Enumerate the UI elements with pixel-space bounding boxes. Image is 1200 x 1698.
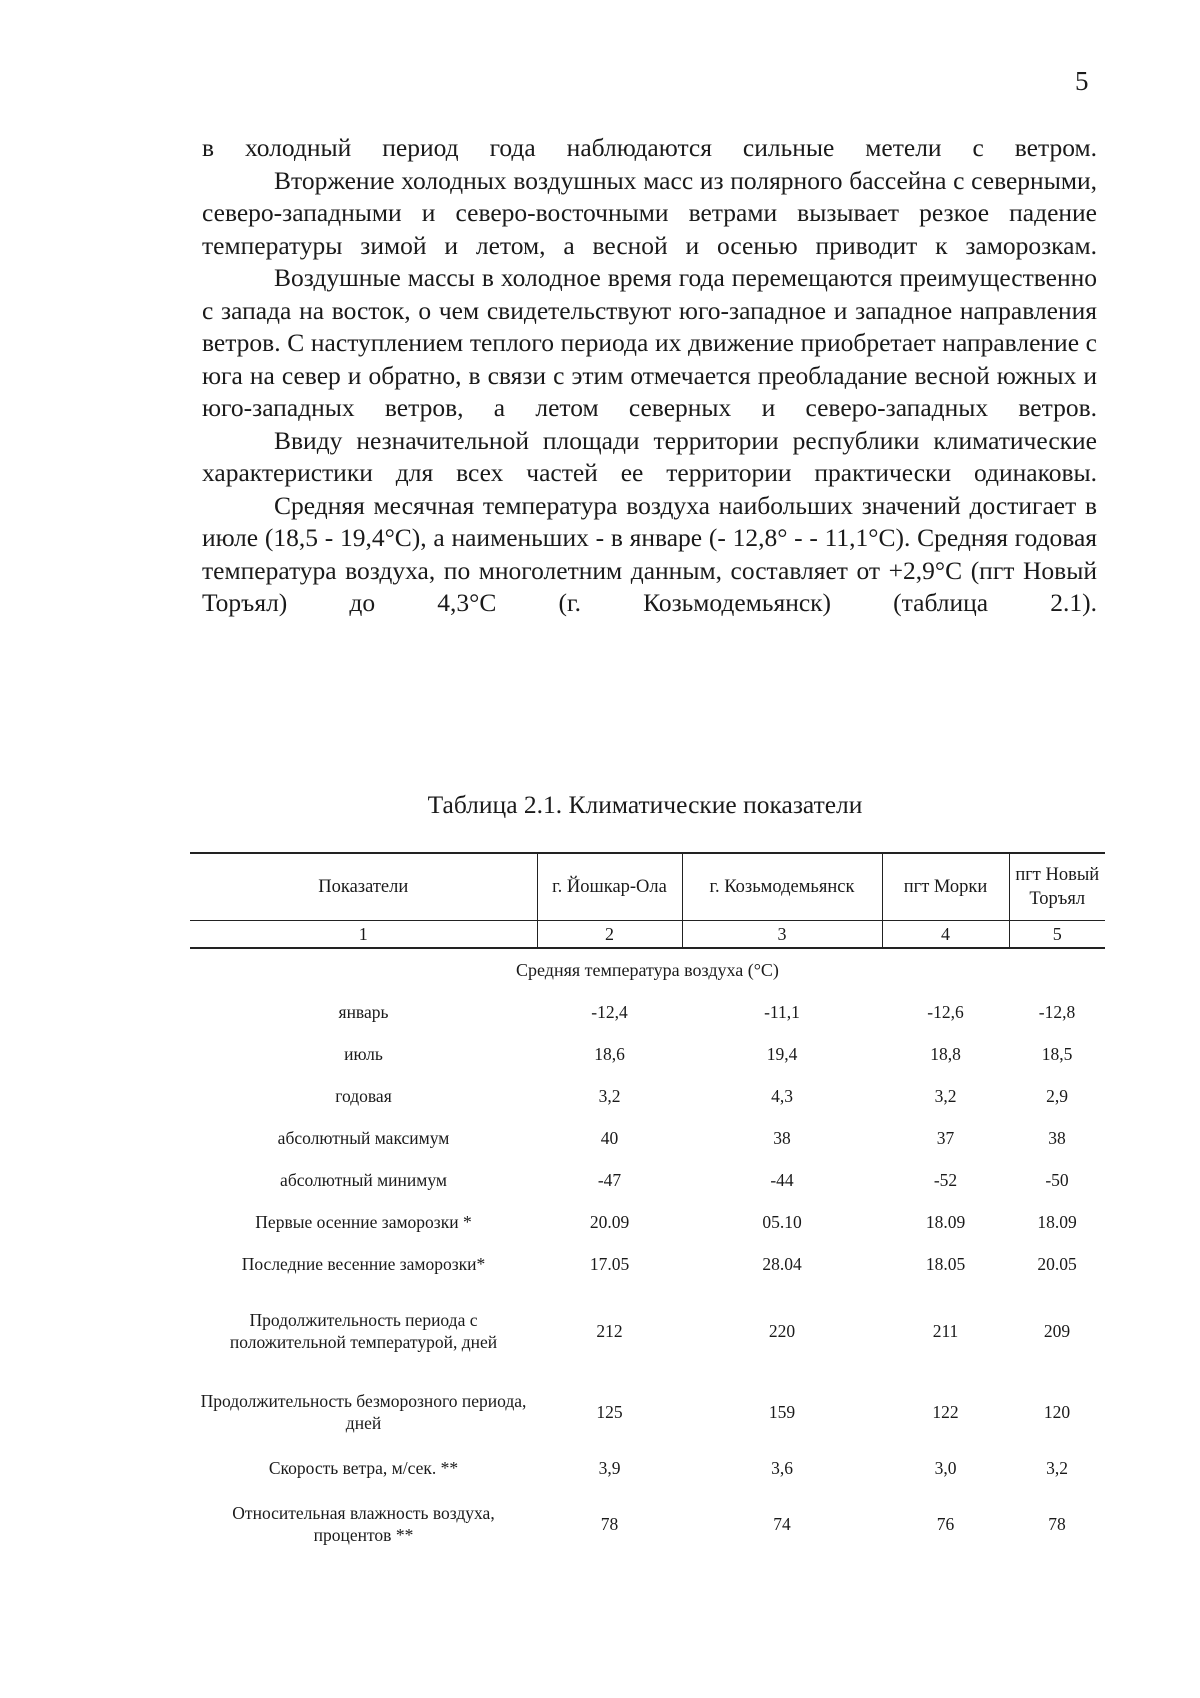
table-caption: Таблица 2.1. Климатические показатели: [427, 790, 863, 819]
row-label: Скорость ветра, м/сек. **: [268, 1458, 459, 1478]
paragraph: Воздушные массы в холодное время года перемещаются преимущественно с запада на восток, о чем свидетельствуют юго-западное и западное направления ветров. С наступлением теплого периода их движение приобретает направление с юга на север и обратно, в связи с этим отмечается преобладание весной южных и юго-западных ветров, а летом северных и северо-западных ветров.: [202, 263, 1097, 422]
paragraph: в холодный период года наблюдаются сильные метели с ветром.: [202, 133, 1097, 162]
column-number: 4: [882, 921, 1009, 949]
table-cell: 38: [1048, 1128, 1066, 1148]
row-label: абсолютный минимум: [280, 1170, 447, 1190]
column-number: 2: [537, 921, 682, 949]
climate-table-container: [190, 852, 1105, 1559]
table-cell: -12,8: [1038, 1002, 1076, 1022]
paragraph: Вторжение холодных воздушных масс из полярного бассейна с северными, северо-западными и северо-восточными ветрами вызывает резкое падение температуры зимой и летом, а весной и осенью приводит к заморозкам.: [202, 165, 1097, 260]
section-title: Средняя температура воздуха (°С): [516, 960, 779, 980]
climate-table: [190, 852, 1105, 1559]
table-cell: -50: [1045, 1170, 1069, 1190]
table-cell: 37: [936, 1128, 955, 1148]
table-row: [190, 1117, 1105, 1159]
table-row: [190, 1489, 1105, 1559]
table-cell: 18.09: [1037, 1212, 1077, 1232]
column-number-row: [190, 921, 1105, 949]
table-cell: 20.09: [589, 1212, 630, 1232]
table-row: [190, 1201, 1105, 1243]
table-header-row: [190, 853, 1105, 921]
table-cell: 40: [600, 1128, 619, 1148]
table-cell: 38: [773, 1128, 791, 1148]
page-number: 5: [1075, 66, 1089, 96]
table-cell: 76: [936, 1514, 955, 1534]
table-cell: 3,2: [934, 1086, 957, 1106]
table-cell: 122: [932, 1402, 959, 1422]
column-header: Показатели: [190, 853, 537, 921]
table-cell: 3,6: [771, 1458, 793, 1478]
row-label: годовая: [335, 1086, 392, 1106]
row-label: Продолжительность безморозного периода, дней: [200, 1391, 527, 1433]
row-label: абсолютный максимум: [277, 1128, 450, 1148]
table-cell: 28.04: [762, 1254, 802, 1274]
table-row: [190, 1159, 1105, 1201]
table-cell: 18,8: [930, 1044, 961, 1064]
table-cell: 18.05: [925, 1254, 966, 1274]
table-cell: 211: [932, 1321, 959, 1341]
table-cell: -12,6: [927, 1002, 964, 1022]
table-cell: 125: [596, 1402, 623, 1422]
table-cell: 3,2: [598, 1086, 621, 1106]
table-cell: 212: [596, 1321, 623, 1341]
table-cell: -12,4: [591, 1002, 628, 1022]
table-row: [190, 1243, 1105, 1285]
table-cell: 120: [1043, 1402, 1071, 1422]
table-cell: -52: [933, 1170, 958, 1190]
row-label: Первые осенние заморозки *: [255, 1212, 472, 1232]
table-cell: 18,5: [1041, 1044, 1073, 1064]
table-cell: 3,0: [934, 1458, 957, 1478]
table-cell: -47: [597, 1170, 622, 1190]
column-number: 1: [190, 921, 537, 949]
column-number: 3: [682, 921, 882, 949]
table-row: [190, 1075, 1105, 1117]
table-cell: 159: [768, 1402, 796, 1422]
table-cell: 18,6: [594, 1044, 625, 1064]
section-row: [190, 948, 1105, 991]
row-label: Относительная влажность воздуха, процентов **: [232, 1503, 495, 1545]
table-row: [190, 1377, 1105, 1447]
table-cell: 3,2: [1046, 1458, 1068, 1478]
table-cell: 18.09: [925, 1212, 966, 1232]
table-cell: -11,1: [764, 1002, 800, 1022]
table-cell: 78: [600, 1514, 619, 1534]
paragraph: Ввиду незначительной площади территории республики климатические характеристики для всех частей ее территории практически одинаковы.: [202, 425, 1097, 487]
column-header: г. Козьмодемьянск: [682, 853, 882, 921]
table-cell: 2,9: [1046, 1086, 1068, 1106]
table-row: [190, 991, 1105, 1033]
table-body: [190, 948, 1105, 1559]
table-cell: 220: [768, 1321, 796, 1341]
body-text: [202, 132, 1097, 620]
table-row: [190, 1033, 1105, 1075]
table-cell: 20.05: [1037, 1254, 1077, 1274]
row-label: январь: [338, 1002, 389, 1022]
table-cell: 17.05: [589, 1254, 630, 1274]
row-label: июль: [344, 1044, 383, 1064]
column-header: пгт Морки: [882, 853, 1009, 921]
paragraph: Средняя месячная температура воздуха наибольших значений достигает в июле (18,5 - 19,4°С), а наименьших - в январе (- 12,8° - - 11,1°С). Средняя годовая температура воздуха, по многолетним данным, составляет от +2,9°С (пгт Новый Торъял) до 4,3°С (г. Козьмодемьянск) (таблица 2.1).: [202, 490, 1097, 617]
column-header: г. Йошкар-Ола: [537, 853, 682, 921]
table-cell: 19,4: [766, 1044, 798, 1064]
table-cell: -44: [770, 1170, 794, 1190]
table-cell: 78: [1048, 1514, 1066, 1534]
column-number: 5: [1009, 921, 1105, 949]
row-label: Последние весенние заморозки*: [241, 1254, 486, 1274]
column-header: пгт Новый Торъял: [1009, 853, 1105, 921]
row-label: Продолжительность периода с положительной температурой, дней: [229, 1310, 498, 1352]
table-row: [190, 1285, 1105, 1377]
table-cell: 74: [773, 1514, 791, 1534]
table-row: [190, 1447, 1105, 1489]
table-cell: 4,3: [771, 1086, 793, 1106]
table-cell: 05.10: [762, 1212, 802, 1232]
table-cell: 209: [1043, 1321, 1071, 1341]
table-cell: 3,9: [598, 1458, 621, 1478]
